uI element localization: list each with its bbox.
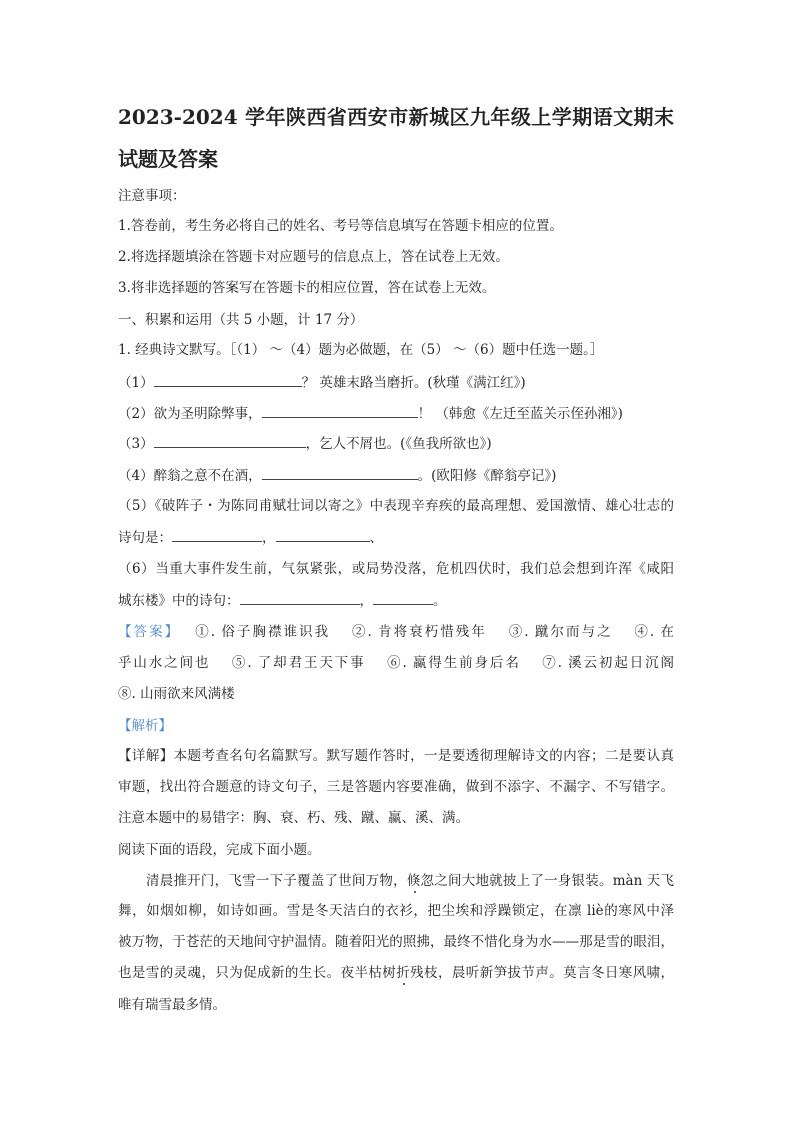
- reading-line: [118, 872, 674, 890]
- emphasized-char: 折: [396, 965, 411, 981]
- answer-blank: [262, 404, 418, 418]
- text: 忽之间大地就披上了一身银装。màn 天飞: [420, 873, 675, 889]
- answer-blank: [262, 466, 418, 480]
- answer-line: 乎山水之间也 ⑤. 了却君王天下事 ⑥. 赢得生前身后名 ⑦. 溪云初起日沉阁: [118, 655, 674, 671]
- notice-item: 3.将非选择题的答案写在答题卡的相应位置，答在试卷上无效。: [118, 280, 496, 296]
- question-part-4: [118, 466, 556, 485]
- question-part-1: [118, 373, 526, 392]
- text: 城东楼》中的诗句：: [118, 593, 240, 609]
- emphasized-char: 倏: [406, 873, 421, 889]
- text: ！ （韩愈《左迁至蓝关示侄孙湘》): [417, 406, 623, 422]
- question-part-3: [118, 434, 492, 453]
- text: 残枝，晨听新笋拔节声。莫言冬日寒风啸，: [410, 965, 675, 981]
- answer-blank: [172, 528, 262, 542]
- text: ①. 俗子胸襟谁识我 ②. 肯将衰朽惜残年 ③. 蹴尔而与之 ④. 在: [195, 624, 675, 640]
- analysis-label: 【解析】: [118, 718, 172, 734]
- text: 诗句是：: [118, 530, 172, 546]
- answer-blank: [373, 591, 433, 605]
- reading-intro: 阅读下面的语段，完成下面小题。: [118, 842, 321, 858]
- text: 也是雪的灵魂，只为促成新的生长。夜半枯树: [118, 965, 397, 981]
- analysis-line: 【详解】本题考查名句名篇默写。默写题作答时，一是要透彻理解诗文的内容；二是要认真: [118, 748, 674, 764]
- text: （2）欲为圣明除弊事，: [118, 406, 262, 422]
- answer-line: ⑧. 山雨欲来风满楼: [118, 686, 235, 702]
- reading-line: [118, 964, 674, 982]
- text: （4）醉翁之意不在酒，: [118, 468, 262, 484]
- answer-label: 【答案】: [118, 624, 174, 640]
- text: 、: [369, 530, 383, 546]
- notice-item: 1.答卷前，考生务必将自己的姓名、考号等信息填写在答题卡相应的位置。: [118, 218, 563, 234]
- text: ？ 英雄末路当磨折。(秋瑾《满江红》): [301, 375, 526, 391]
- analysis-line: 注意本题中的易错字：胸、衰、朽、残、蹴、赢、溪、满。: [118, 810, 469, 826]
- question-part-5-cont: [118, 528, 383, 547]
- text: ，: [262, 530, 276, 546]
- answer-blank: [154, 434, 306, 448]
- answer-blank: [240, 591, 360, 605]
- text: ，: [359, 593, 373, 609]
- question-part-6: （6）当重大事件发生前，气氛紧张，或局势没落，危机四伏时，我们总会想到许浑《咸阳: [118, 561, 674, 577]
- text: （1）: [118, 375, 154, 391]
- reading-line: 唯有瑞雪最多情。: [118, 997, 226, 1013]
- question-part-6-cont: [118, 591, 447, 610]
- question-part-2: [118, 404, 623, 423]
- text: 。(欧阳修《醉翁亭记》): [417, 468, 557, 484]
- notice-item: 2.将选择题填涂在答题卡对应题号的信息点上，答在试卷上无效。: [118, 249, 509, 265]
- text: ，乞人不屑也。(《鱼我所欲也》): [305, 436, 492, 452]
- text: 清晨推开门，飞雪一下子覆盖了世间万物，: [146, 873, 407, 889]
- doc-title-line2: 试题及答案: [118, 147, 218, 171]
- question-stem: 1. 经典诗文默写。［（1） ～（4）题为必做题，在（5） ～（6）题中任选一题。］: [118, 342, 604, 358]
- analysis-line: 审题，找出符合题意的诗文句子，三是答题内容要准确，做到不添字、不漏字、不写错字。: [118, 779, 674, 795]
- text: （3）: [118, 436, 154, 452]
- notice-heading: 注意事项：: [118, 188, 186, 204]
- section-heading: 一、积累和运用（共 5 小题，计 17 分）: [118, 312, 364, 328]
- doc-title-line1: 2023-2024 学年陕西省西安市新城区九年级上学期语文期末: [118, 105, 674, 129]
- reading-line: 舞，如烟如柳，如诗如画。雪是冬天洁白的衣衫，把尘埃和浮躁锁定，在凛 liè的寒风中泽: [118, 903, 674, 919]
- text: 。: [433, 593, 447, 609]
- answer-line: [118, 623, 674, 641]
- answer-blank: [276, 528, 370, 542]
- question-part-5: （5）《破阵子・为陈同甫赋壮词以寄之》中表现辛弃疾的最高理想、爱国激情、雄心壮志的: [118, 498, 674, 514]
- reading-line: 被万物，于苍茫的天地间守护温情。随着阳光的照拂，最终不惜化身为水——那是雪的眼泪，: [118, 934, 674, 950]
- answer-blank: [154, 373, 302, 387]
